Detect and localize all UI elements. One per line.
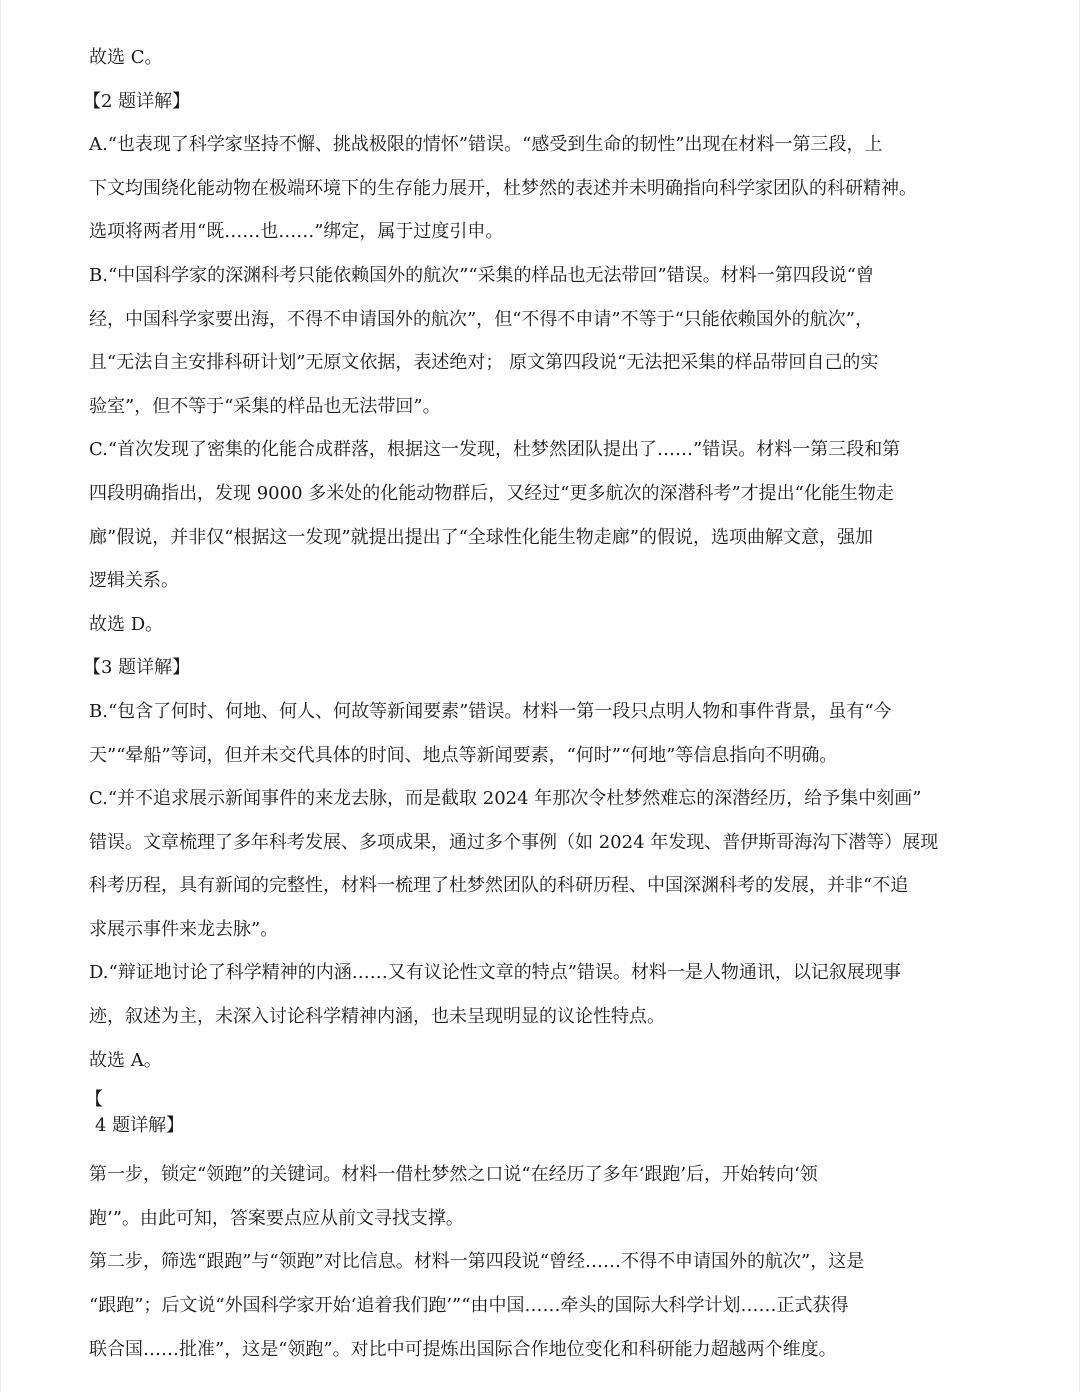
paragraph-line: 第一步，锁定“领跑”的关键词。材料一借杜梦然之口说“在经历了多年‘跟跑’后，开始转向‘领 (89, 1164, 818, 1186)
paragraph-line: 错误。文章梳理了多年科考发展、多项成果，通过多个事例（如 2024 年发现、普伊斯哥海沟下潜等）展现 (89, 831, 939, 853)
paragraph-line: B.“包含了何时、何地、何人、何故等新闻要素”错误。材料一第一段只点明人物和事件背景，虽有“今 (89, 700, 892, 722)
paragraph-line: 四段明确指出，发现 9000 多米处的化能动物群后，又经过“更多航次的深潜科考”才提出“化能生物走 (89, 482, 894, 504)
heading-text: 4 题详解】 (95, 1115, 185, 1137)
section-heading-q3: 【3 题详解】 (83, 657, 191, 679)
paragraph-line: 且“无法自主安排科研计划”无原文依据，表述绝对； 原文第四段说“无法把采集的样品带回自己的实 (89, 352, 879, 374)
paragraph-line: 迹，叙述为主，未深入讨论科学精神内涵，也未呈现明显的议论性特点。 (89, 1006, 665, 1028)
paragraph-line: C.“并不追求展示新闻事件的来龙去脉，而是截取 2024 年那次令杜梦然难忘的深潜经历，给予集中刻画” (89, 788, 922, 810)
paragraph-line: “跟跑”；后文说“外国科学家开始‘追着我们跑’”“由中国……牵头的国际大科学计划……正式获得 (89, 1295, 849, 1317)
paragraph-line: A.“也表现了科学家坚持不懈、挑战极限的情怀”错误。“感受到生命的韧性”出现在材料一第三段，上 (89, 134, 883, 156)
paragraph-line: 第二步，筛选“跟跑”与“领跑”对比信息。材料一第四段说“曾经……不得不申请国外的航次”，这是 (89, 1251, 865, 1273)
paragraph-line: 联合国……批准”，这是“领跑”。对比中可提炼出国际合作地位变化和科研能力超越两个维度。 (89, 1338, 837, 1360)
paragraph-line: 验室”，但不等于“采集的样品也无法带回”。 (89, 395, 441, 417)
paragraph-line: C.“首次发现了密集的化能合成群落，根据这一发现，杜梦然团队提出了……”错误。材料一第三段和第 (89, 439, 901, 461)
paragraph-line: 逻辑关系。 (89, 570, 179, 592)
conclusion-line: 故选 D。 (89, 613, 164, 635)
paragraph-line: 经，中国科学家要出海，不得不申请国外的航次”，但“不得不申请”不等于“只能依赖国外的航次”， (89, 308, 874, 330)
conclusion-line: 故选 A。 (89, 1049, 162, 1071)
paragraph-line: 天”“晕船”等词，但并未交代具体的时间、地点等新闻要素，“何时”“何地”等信息指向不明确。 (89, 744, 838, 766)
paragraph-line: D.“辩证地讨论了科学精神的内涵……又有议论性文章的特点”错误。材料一是人物通讯，以记叙展现事 (89, 962, 901, 984)
paragraph-line: 廊”假说，并非仅“根据这一发现”就提出提出了“全球性化能生物走廊”的假说，选项曲解文意，强加 (89, 526, 874, 548)
section-heading-q4 (85, 1082, 999, 1153)
paragraph-line: 选项将两者用“既……也……”绑定，属于过度引申。 (89, 221, 504, 243)
heading-bracket: 【 (85, 1089, 103, 1111)
section-heading-q2: 【2 题详解】 (83, 90, 191, 112)
paragraph-line: 跑’”。由此可知，答案要点应从前文寻找支撑。 (89, 1207, 464, 1229)
conclusion-line: 故选 C。 (89, 47, 163, 68)
paragraph-line: B.“中国科学家的深渊科考只能依赖国外的航次”“采集的样品也无法带回”错误。材料一第四段说“曾 (89, 264, 874, 286)
paragraph-line: 求展示事件来龙去脉”。 (89, 918, 279, 940)
paragraph-line: 下文均围绕化能动物在极端环境下的生存能力展开，杜梦然的表述并未明确指向科学家团队的科研精神。 (89, 177, 917, 199)
answer-explanation-text (83, 36, 999, 1371)
paragraph-line: 科考历程，具有新闻的完整性，材料一梳理了杜梦然团队的科研历程、中国深渊科考的发展，并非“不追 (89, 875, 909, 897)
